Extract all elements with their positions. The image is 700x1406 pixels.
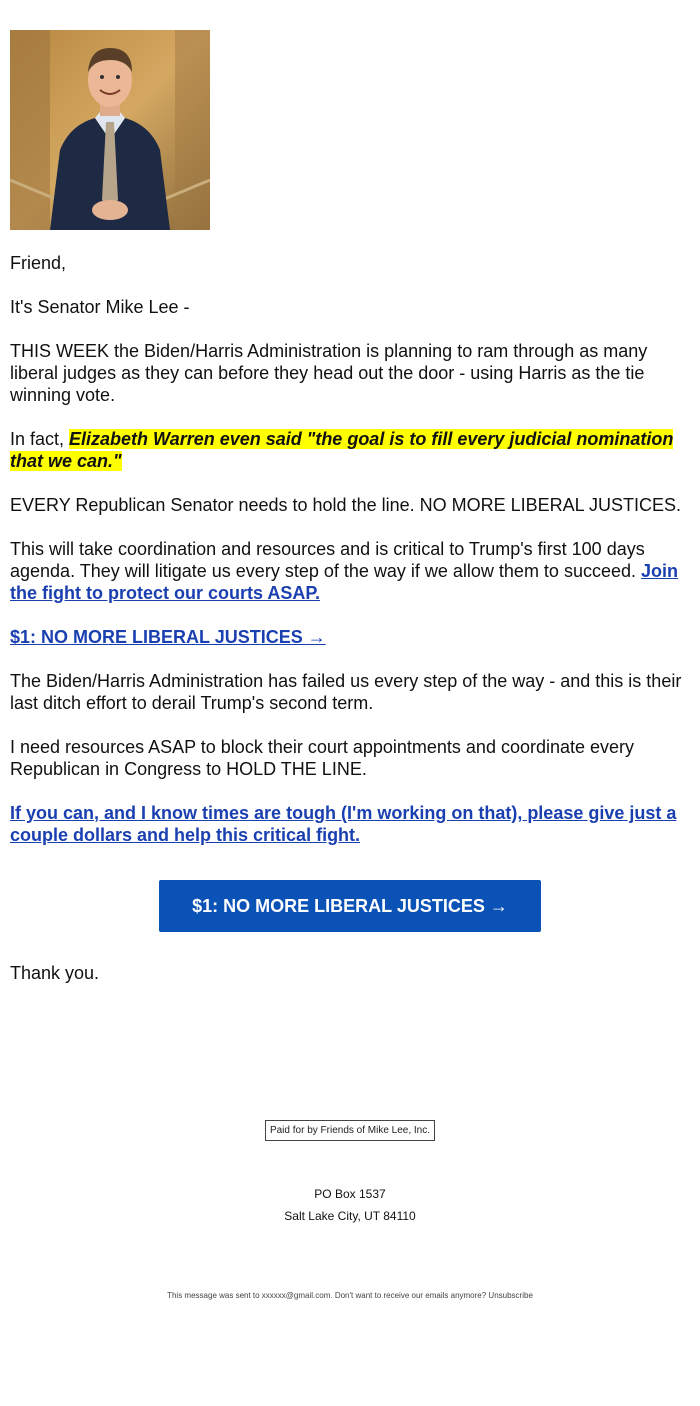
donate-link-paragraph xyxy=(10,626,690,648)
give-dollars-link[interactable]: If you can, and I know times are tough (I'm working on that), please give just a couple dollars and help this critical fight. xyxy=(10,803,677,845)
join-fight-link[interactable]: Join the fight to protect our courts ASAP. xyxy=(10,561,679,603)
paragraph-3: EVERY Republican Senator needs to hold the line. NO MORE LIBERAL JUSTICES. xyxy=(10,495,682,515)
paragraph-2 xyxy=(10,428,690,472)
paragraph-4 xyxy=(10,538,690,604)
intro-line: It's Senator Mike Lee - xyxy=(10,297,190,317)
closing: Thank you. xyxy=(10,963,100,983)
paragraph-5: The Biden/Harris Administration has failed us every step of the way - and this is their last ditch effort to derail Trump's second term. xyxy=(10,671,682,713)
unsubscribe-link[interactable]: Unsubscribe xyxy=(488,1291,533,1300)
warren-quote-highlight: Elizabeth Warren even said "the goal is to fill every judicial nomination that we can." xyxy=(10,429,674,471)
sent-to-text: This message was sent to xxxxxx@gmail.com. Don't want to receive our emails anymore? xyxy=(167,1291,489,1300)
cta-wrapper xyxy=(10,880,690,932)
paragraph-2-prefix: In fact, xyxy=(10,429,70,449)
paid-for-section xyxy=(0,1120,700,1141)
address-line-1: PO Box 1537 xyxy=(314,1187,386,1201)
donate-cta-button[interactable]: $1: NO MORE LIBERAL JUSTICES → xyxy=(159,880,541,932)
address-line-2: Salt Lake City, UT 84110 xyxy=(284,1209,416,1223)
paragraph-7 xyxy=(10,802,690,846)
donate-link[interactable]: $1: NO MORE LIBERAL JUSTICES → xyxy=(10,627,326,647)
greeting: Friend, xyxy=(10,253,67,273)
paragraph-1: THIS WEEK the Biden/Harris Administration is planning to ram through as many liberal judges as they can before they head out the door - using Harris as the tie winning vote. xyxy=(10,341,648,405)
paragraph-4-text: This will take coordination and resources and is critical to Trump's first 100 days agenda. They will litigate us every step of the way if we allow them to succeed. xyxy=(10,539,645,581)
paid-for-disclaimer: Paid for by Friends of Mike Lee, Inc. xyxy=(265,1120,435,1141)
mailing-address xyxy=(0,1183,700,1227)
senator-portrait-image xyxy=(10,30,210,230)
unsubscribe-notice xyxy=(0,1291,700,1300)
paragraph-6: I need resources ASAP to block their court appointments and coordinate every Republican in Congress to HOLD THE LINE. xyxy=(10,737,635,779)
email-body xyxy=(10,30,690,1006)
